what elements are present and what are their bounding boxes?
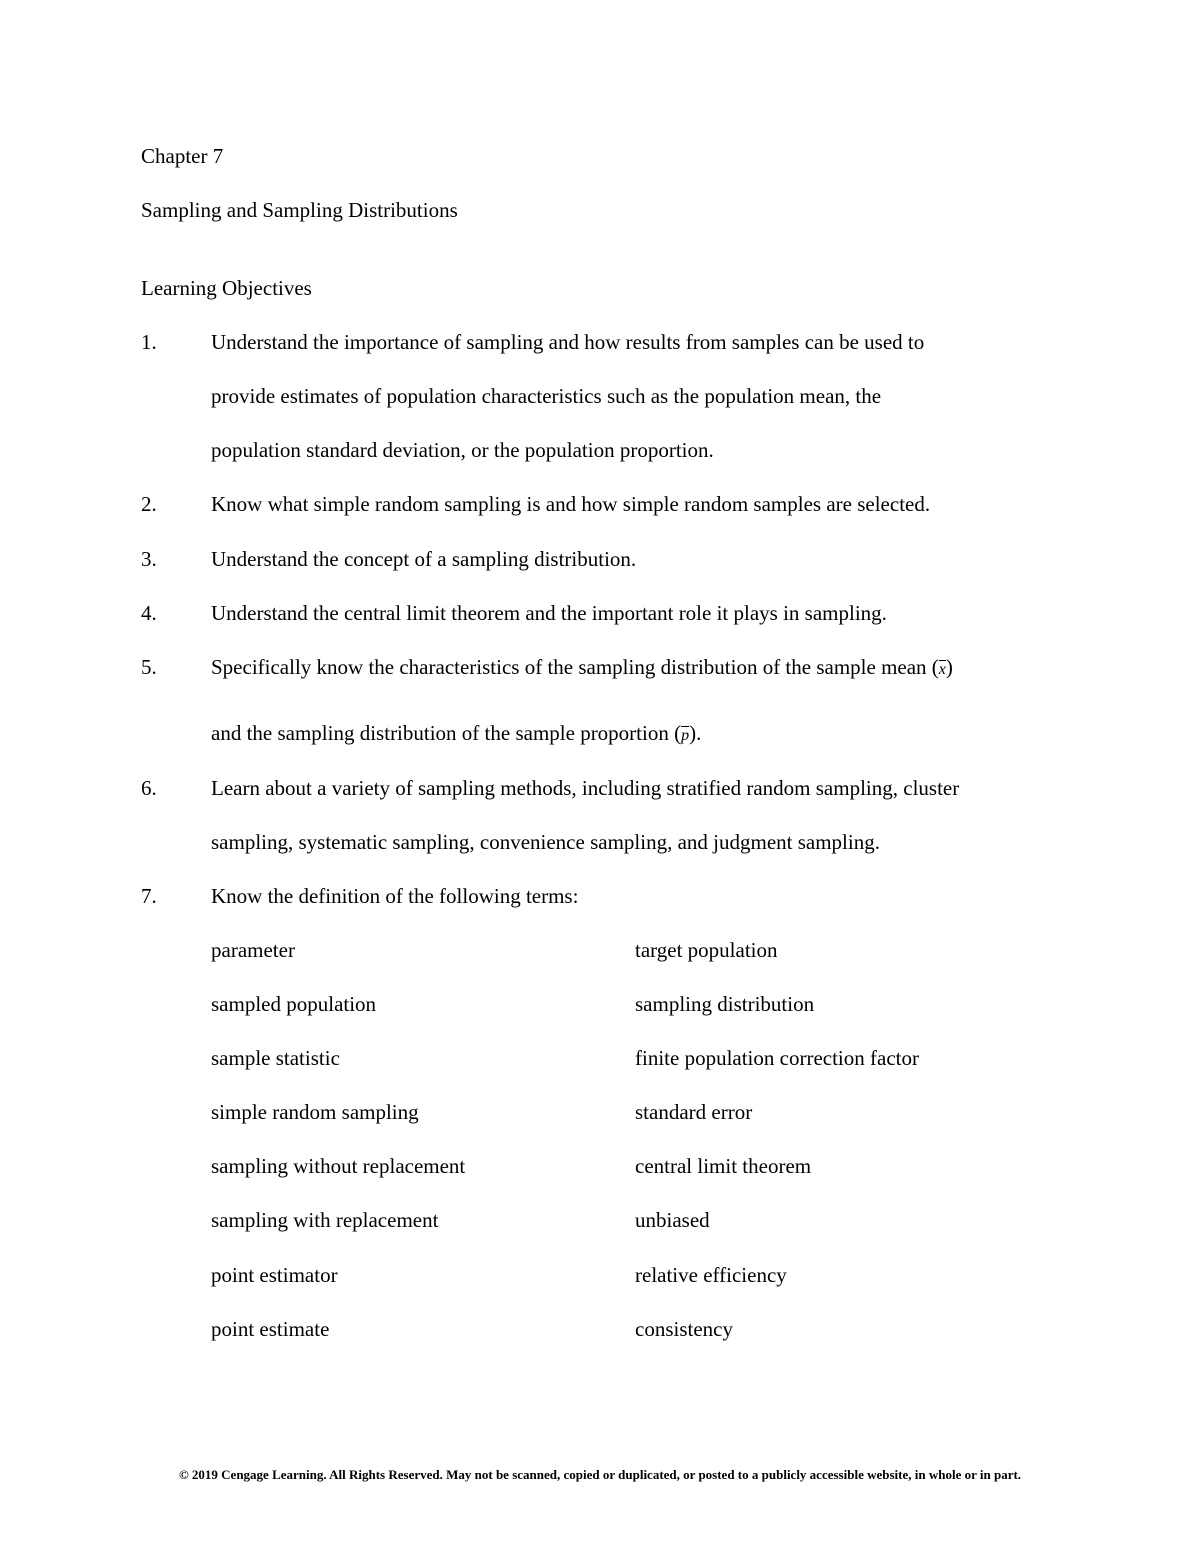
term-right: relative efficiency (635, 1263, 787, 1287)
objective-number: 7. (141, 884, 157, 908)
objective-text: Know what simple random sampling is and how simple random samples are selected. (211, 492, 931, 516)
term-right: standard error (635, 1100, 753, 1124)
term-left: sampling without replacement (211, 1154, 466, 1178)
objective-text-part: ) (945, 655, 953, 679)
p-bar-symbol: $\overline{p}$ (681, 727, 690, 744)
objective-text: provide estimates of population characteristics such as the population mean, the (211, 384, 882, 408)
term-right: central limit theorem (635, 1154, 812, 1178)
x-bar-symbol: $\overline{x}$ (938, 661, 946, 678)
term-left: sampling with replacement (211, 1208, 439, 1232)
objective-number: 6. (141, 776, 157, 800)
objective-number: 3. (141, 547, 157, 571)
objective-text: Learn about a variety of sampling methods, including stratified random sampling, cluster (211, 776, 960, 800)
objective-number: 2. (141, 492, 157, 516)
term-left: simple random sampling (211, 1100, 419, 1124)
objective-text-part: and the sampling distribution of the sample proportion ( (211, 721, 682, 745)
copyright-footer: © 2019 Cengage Learning. All Rights Reserved. May not be scanned, copied or duplicated, or posted to a publicly accessible website, in whole or in part. (178, 1467, 1022, 1482)
objective-number: 1. (141, 330, 157, 354)
objective-text: Know the definition of the following terms: (211, 884, 579, 908)
chapter-label: Chapter 7 (141, 144, 224, 168)
term-right: sampling distribution (635, 992, 815, 1016)
objective-number: 5. (141, 655, 157, 679)
term-left: parameter (211, 938, 295, 962)
objective-text (211, 720, 701, 749)
term-right: target population (635, 938, 778, 962)
term-left: point estimator (211, 1263, 338, 1287)
term-right: finite population correction factor (635, 1046, 919, 1070)
term-right: unbiased (635, 1208, 710, 1232)
objective-text-part: Specifically know the characteristics of the sampling distribution of the sample mean ( (211, 655, 939, 679)
term-left: point estimate (211, 1317, 330, 1341)
objective-text-part: ). (689, 721, 702, 745)
objective-text: Understand the concept of a sampling distribution. (211, 547, 637, 571)
term-left: sample statistic (211, 1046, 340, 1070)
objective-text: sampling, systematic sampling, convenience sampling, and judgment sampling. (211, 830, 880, 854)
objective-text: Understand the importance of sampling and how results from samples can be used to (211, 330, 925, 354)
objective-text: Understand the central limit theorem and the important role it plays in sampling. (211, 601, 887, 625)
term-right: consistency (635, 1317, 733, 1341)
chapter-title: Sampling and Sampling Distributions (141, 198, 458, 222)
section-heading: Learning Objectives (141, 276, 312, 300)
term-left: sampled population (211, 992, 377, 1016)
objective-number: 4. (141, 601, 157, 625)
objective-text (211, 654, 953, 683)
objective-text: population standard deviation, or the population proportion. (211, 438, 714, 462)
